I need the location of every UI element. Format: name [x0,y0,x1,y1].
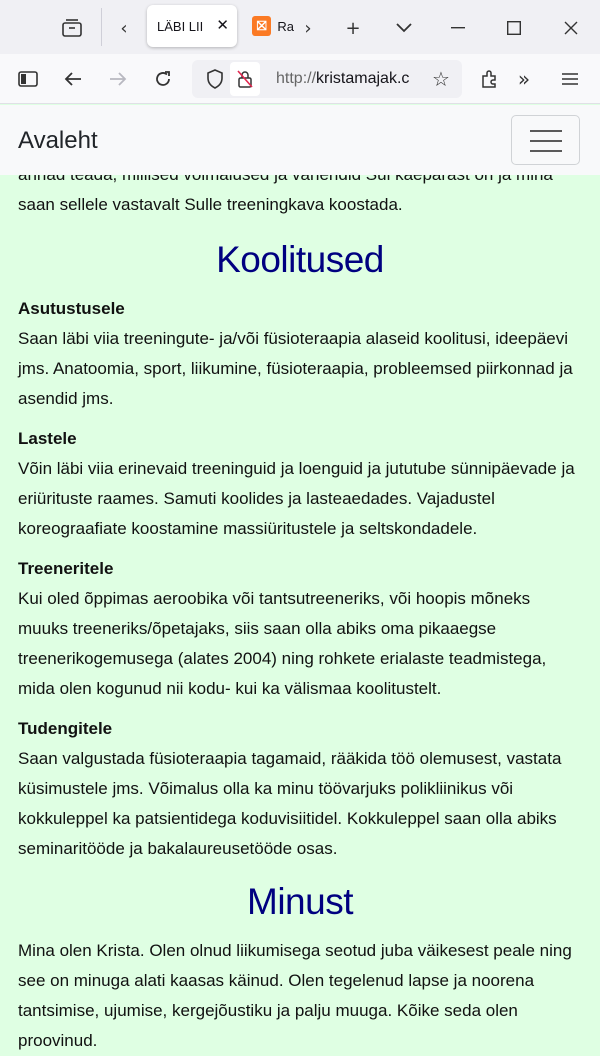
sidebar-icon[interactable] [10,61,46,97]
shield-icon[interactable] [198,62,232,96]
insecure-lock-icon[interactable] [230,62,260,96]
list-all-tabs-icon[interactable] [54,10,90,46]
training-label: Lastele [18,429,77,448]
tab-inactive[interactable] [248,5,294,47]
url-scheme: http:// [276,70,317,87]
hamburger-menu-icon[interactable] [552,61,588,97]
training-label: Asutustusele [18,299,125,318]
tab-label: Ra [277,18,294,34]
brand-link[interactable]: Avaleht [18,127,98,154]
tab-separator [101,8,102,46]
toggler-bar [530,130,562,132]
page-content [18,160,582,1056]
close-tab-icon[interactable]: ✕ [216,16,229,34]
back-icon[interactable] [55,61,91,97]
navigation-toolbar [0,54,600,104]
xampp-icon: ⛝ [252,16,271,36]
training-text: Kui oled õppimas aeroobika või tantsutreeneriks, või hoopis mõneks muuks treeneriks/õpetajaks, siis saan olla abiks oma pikaaegse treenerikogemusega (alates 2004) ning rohkete erialaste teadmistega, mida olen kogunud nii kodu- kui ka välismaa koolitustelt. [18,589,547,698]
tab-label: LÄBI LII [157,18,204,34]
scroll-tabs-left-icon[interactable]: ‹ [120,17,128,39]
intro-text: saan sellele vastavalt Sulle treeningkava koostada. [18,195,403,214]
toggler-bar [530,140,562,142]
training-item [18,714,582,864]
training-item [18,554,582,704]
extensions-icon[interactable] [472,61,508,97]
section-title-minust: Minust [247,881,353,922]
forward-icon[interactable] [100,61,136,97]
training-label: Treeneritele [18,559,114,578]
about-text: Mina olen Krista. Olen olnud liikumisega seotud juba väikesest peale ning see on minuga alati kaasas käinud. Olen tegelenud lapse ja noorena tantsimise, ujumise, kergejõustiku ja palju muuga. Kõike seda olen proovinud. [18,941,572,1050]
overflow-chevrons-icon[interactable]: » [517,67,531,91]
tab-strip [0,0,600,54]
training-text: Võin läbi viia erinevaid treeninguid ja loenguid ja jututube sünnipäevade ja eriürituste raames. Samuti koolides ja lasteaedades. Vajadustel koreograafiate koostamine massiüritustele ja seltskondadele. [18,459,575,538]
star-icon[interactable]: ☆ [432,67,450,91]
minimize-icon[interactable] [440,10,476,46]
training-item [18,424,582,544]
new-tab-icon[interactable]: + [345,17,361,39]
section-title-koolitused: Koolitused [216,239,384,280]
url-host: kristamajak.c [316,70,410,87]
toggler-bar [530,150,562,152]
training-label: Tudengitele [18,719,113,738]
url-text[interactable] [276,70,421,88]
reload-icon[interactable] [145,61,181,97]
chevron-down-icon[interactable] [386,10,422,46]
training-text: Saan valgustada füsioteraapia tagamaid, rääkida töö olemusest, vastata küsimustele jms. Võimalus olla ka minu töövarjuks polikliinikus või kokkuleppel ka patsientidega koduvisiitidel. Kokkuleppel saan olla abiks seminaritööde ja bakalaureusetööde osas. [18,749,562,858]
training-item [18,294,582,414]
url-bar[interactable] [192,60,462,98]
training-text: Saan läbi viia treeningute- ja/või füsioteraapia alaseid koolitusi, ideepäevi jms. Anatoomia, sport, liikumine, füsioteraapia, probleemsed piirkonnad ja asendid jms. [18,329,573,408]
maximize-icon[interactable] [496,10,532,46]
close-window-icon[interactable] [553,10,589,46]
tab-active[interactable] [147,5,237,47]
navbar-toggler-button[interactable] [511,115,580,165]
site-navbar [0,105,600,175]
scroll-tabs-right-icon[interactable]: › [304,17,312,39]
